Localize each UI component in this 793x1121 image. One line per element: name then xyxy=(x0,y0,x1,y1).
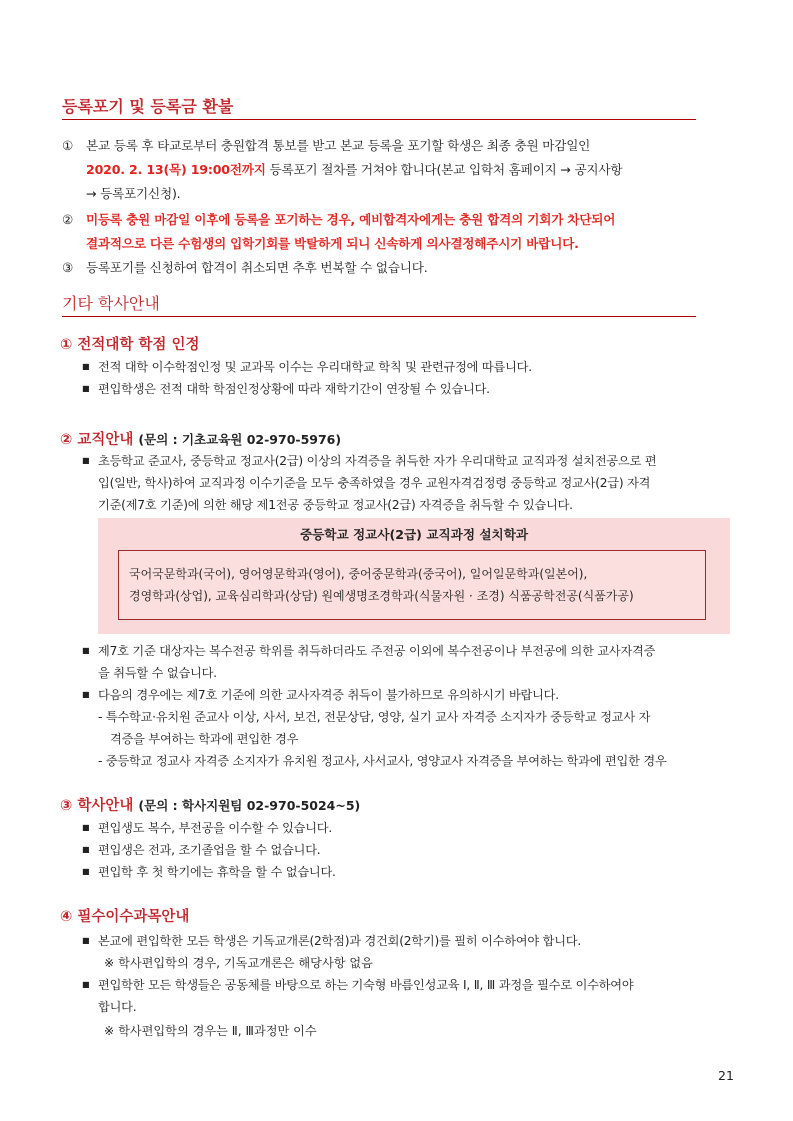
list-item: ■ 본교에 편입학한 모든 학생은 기독교개론(2학점)과 경건회(2학기)를 필히 이수하여야 합니다. xyxy=(82,930,740,952)
box-title: 중등학교 정교사(2급) 교직과정 설치학과 xyxy=(299,527,529,542)
section-title-registration-cancel: 등록포기 및 등록금 환불 xyxy=(62,97,696,120)
subsection-title-teaching: ② 교직안내 (문의 : 기초교육원 02-970-5976) xyxy=(60,432,342,448)
subsection-title-required: ④ 필수이수과목안내 xyxy=(60,909,190,925)
section-title-other-info: 기타 학사안내 xyxy=(62,294,696,317)
square-bullet-icon: ■ xyxy=(82,362,90,371)
list-item: ■ 편입학한 모든 학생들은 공동체를 바탕으로 하는 기숙형 바름인성교육 Ⅰ, Ⅱ, Ⅲ 과정을 필수로 이수하여야 합니다. xyxy=(82,974,740,1018)
note: ※ 학사편입학의 경우는 Ⅱ, Ⅲ과정만 이수 xyxy=(104,1024,317,1038)
list-item: ■ 편입학생은 전적 대학 학점인정상황에 따라 재학기간이 연장될 수 있습니다. xyxy=(82,378,740,400)
paragraph-3: ③ 등록포기를 신청하여 합격이 취소되면 추후 번복할 수 없습니다. xyxy=(62,260,428,275)
note: ※ 학사편입학의 경우, 기독교개론은 해당사항 없음 xyxy=(104,956,373,970)
square-bullet-icon: ■ xyxy=(82,456,90,465)
square-bullet-icon: ■ xyxy=(82,980,90,989)
list-item: ■ 초등학교 준교사, 중등학교 정교사(2급) 이상의 자격증을 취득한 자가 우리대학교 교직과정 설치전공으로 편 입(일반, 학사)하여 교직과정 이수기준을 모두 충족하였을 경우 교원자격검정령 중등학교 정교사(2급) 자격 기준(제7호 기준)에 의한 해당 제1전공 중등학교 정교사(2급) 자격증을 취득할 수 있습니다. xyxy=(82,450,740,516)
subsection-title-academic: ③ 학사안내 (문의 : 학사지원팀 02-970-5024~5) xyxy=(60,798,361,814)
square-bullet-icon: ■ xyxy=(82,845,90,854)
page-number: 21 xyxy=(718,1068,734,1083)
dash-item: - 중등학교 정교사 자격증 소지자가 유치원 정교사, 사서교사, 영양교사 자격증을 부여하는 학과에 편입한 경우 xyxy=(98,754,667,768)
square-bullet-icon: ■ xyxy=(82,690,90,699)
dash-item: - 특수학교·유치원 준교사 이상, 사서, 보건, 전문상담, 영양, 실기 교사 자격증 소지자가 중등학교 정교사 자 격증을 부여하는 학과에 편입한 경우 xyxy=(98,710,651,746)
square-bullet-icon: ■ xyxy=(82,823,90,832)
list-item: ■ 편입학 후 첫 학기에는 휴학을 할 수 없습니다. xyxy=(82,861,740,883)
department-list: 국어국문학과(국어), 영어영문학과(영어), 중어중문학과(중국어), 일어일문학과(일본어), 경영학과(상업), 교육심리학과(상담) 원예생명조경학과(식물자원 · 조경) 식품공학전공(식품가공) xyxy=(118,550,706,620)
paragraph-1: ① 본교 등록 후 타교로부터 충원합격 통보를 받고 본교 등록을 포기할 학생은 최종 충원 마감일인 2020. 2. 13(목) 19:00전까지 등록포기 절차를 거쳐야 합니다(본교 입학처 홈페이지 → 공지사항 → 등록포기신청). xyxy=(62,138,623,201)
square-bullet-icon: ■ xyxy=(82,646,90,655)
square-bullet-icon: ■ xyxy=(82,384,90,393)
list-item: ■ 다음의 경우에는 제7호 기준에 의한 교사자격증 취득이 불가하므로 유의하시기 바랍니다. xyxy=(82,684,740,706)
department-box xyxy=(98,518,730,634)
list-item: ■ 편입생은 전과, 조기졸업을 할 수 없습니다. xyxy=(82,839,740,861)
paragraph-2: ② 미등록 충원 마감일 이후에 등록을 포기하는 경우, 예비합격자에게는 충원 합격의 기회가 차단되어 결과적으로 다른 수험생의 입학기회를 박탈하게 되니 신속하게 의사결정해주시기 바랍니다. xyxy=(62,212,616,251)
list-item: ■ 전적 대학 이수학점인정 및 교과목 이수는 우리대학교 학칙 및 관련규정에 따릅니다. xyxy=(82,356,740,378)
list-item: ■ 제7호 기준 대상자는 복수전공 학위를 취득하더라도 주전공 이외에 복수전공이나 부전공에 의한 교사자격증 을 취득할 수 없습니다. xyxy=(82,640,740,684)
subsection-title-credit: ① 전적대학 학점 인정 xyxy=(60,337,200,353)
square-bullet-icon: ■ xyxy=(82,867,90,876)
list-item: ■ 편입생도 복수, 부전공을 이수할 수 있습니다. xyxy=(82,817,740,839)
square-bullet-icon: ■ xyxy=(82,936,90,945)
